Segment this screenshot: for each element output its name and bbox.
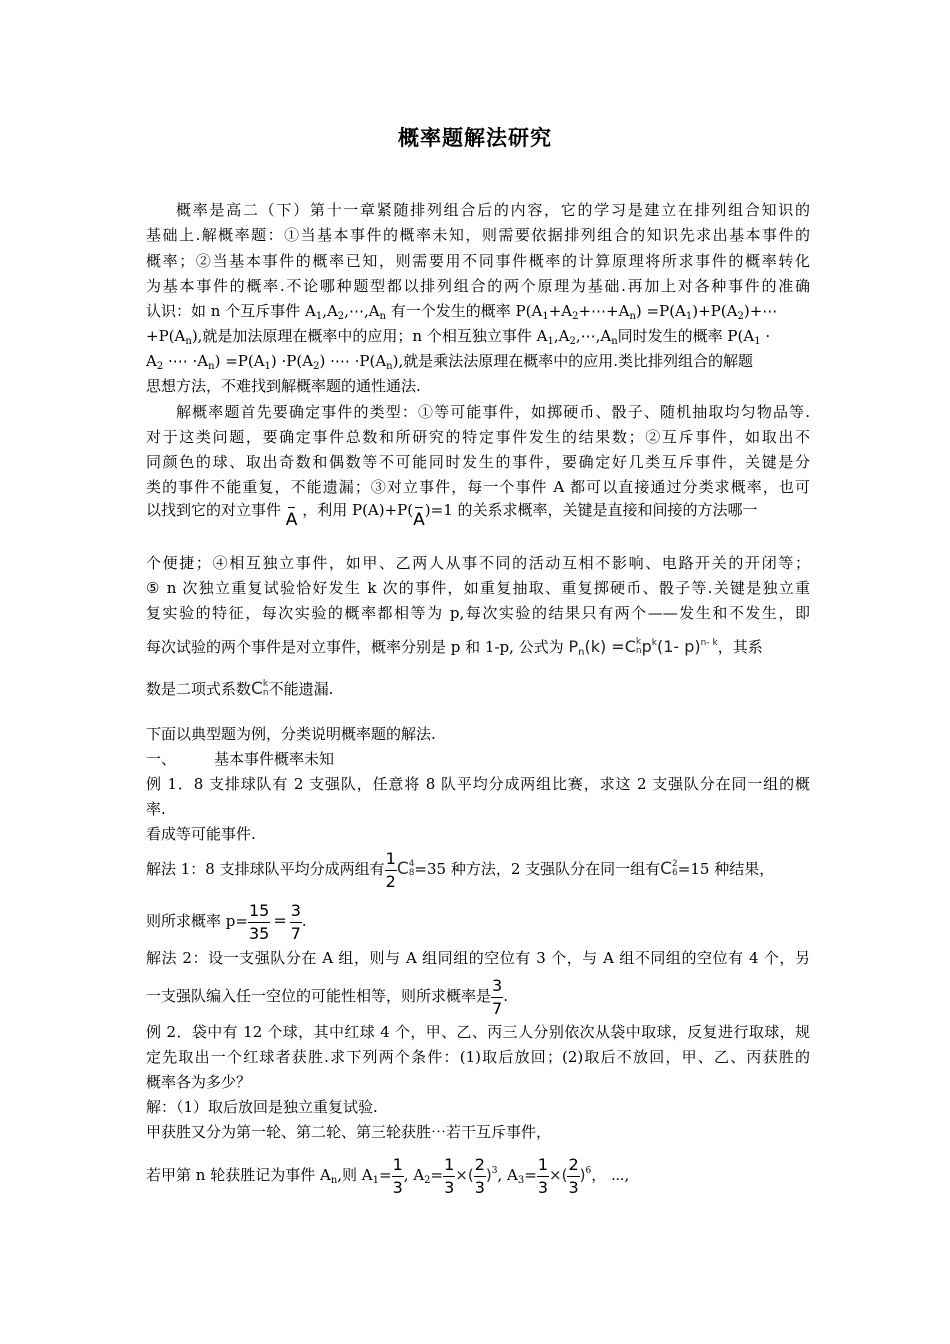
fraction-1-3: $\frac{1}{3}$ [444,1154,455,1196]
example-2-line-4: 解：（1）取后放回是独立重复试验. [146,1098,378,1116]
paragraph-2-line-3: 同颜色的球、取出奇数和偶数等不可能同时发生的事件，要确定好几类互斥事件，关键是分 [146,453,810,471]
solution-1-line-2: 则所求概率 p= $\frac{15}{35}$ = $\frac{3}{7}$ . [146,900,307,943]
fraction-one-half: $\frac{1}{2}$ [385,848,396,891]
paragraph-2-line-8: 复实验的特征，每次实验的概率都相等为 p,每次实验的结果只有两个——发生和不发生，即 [146,604,810,622]
solution-1-line-1: 解法 1：8 支排球队平均分成两组有 $\frac{1}{2}$ C4 8=35 种方法，2 支强队分在同一组有C2 6=15 种结果， [146,848,775,891]
paragraph-1-line-3: 概率；②当基本事件的概率已知，则需要用不同事件概率的计算原理将所求事件的概率转化 [146,252,810,270]
example-2-line-3: 概率各为多少？ [146,1073,252,1091]
complement-a: A [413,510,425,530]
example-1-line-2: 率. [146,800,166,818]
fraction-1-3: $\frac{1}{3}$ [392,1154,403,1196]
fraction-3-7: $\frac{3}{7}$ [290,900,301,943]
example-1-line-1: 例 1．8 支排球队有 2 支强队，任意将 8 队平均分成两组比赛，求这 2 支强队分在同一组的概 [146,775,810,793]
paragraph-2-line-6: 个便捷；④相互独立事件，如甲、乙两人从事不同的活动互相不影响、电路开关的开闭等； [146,554,810,572]
paragraph-1-line-6: $+P(A_n)$,就是加法原理在概率中的应用；n 个相互独立事件 $A_1,A_2,\cdots,A_n$同时发生的概率 $P(A_1$ · [146,327,771,347]
page-title: 概率题解法研究 [398,125,552,150]
solution-2-line-2: 一支强队编入任一空位的可能性相等，则所求概率是 $\frac{3}{7}$ . [146,975,508,1018]
combination-c62: C2 6 [660,859,678,879]
paragraph-2-line-2: 对于这类问题，要确定事件总数和所研究的特定事件发生的结果数；②互斥事件，如取出不 [146,428,810,446]
fraction-3-7: $\frac{3}{7}$ [492,975,503,1018]
solution-2-line-1: 解法 2：设一支强队分在 A 组，则与 A 组同组的空位有 3 个，与 A 组不同组的空位有 4 个，另 [146,949,810,967]
fraction-15-35: $\frac{15}{35}$ [248,900,270,943]
complement-a: A [285,510,298,530]
paragraph-1-line-8: 思想方法，不难找到解概率题的通性通法. [146,377,421,395]
paragraph-1-line-7: $A_2$ ·⋯ $\cdot A_n) =P(A_1) \cdot P(A_2)$ ·⋯ $\cdot P(A_n)$,就是乘法法原理在概率中的应用.类比排列组合的解题 [146,352,754,372]
paragraph-2-line-1: 解概率题首先要确定事件的类型：①等可能事件，如掷硬币、骰子、随机抽取均匀物品等. [176,403,810,421]
paragraph-2-line-7: ⑤ n 次独立重复试验恰好发生 k 次的事件，如重复抽取、重复掷硬币、骰子等.关键是独立重 [146,579,810,597]
paragraph-2-line-9: 每次试验的两个事件是对立事件，概率分别是 p 和 1-p, 公式为 $P_n(k) =Ck$ $np^k(1-$ p)$^{n- k}$，其系 [146,637,763,658]
example-2-line-6: 若甲第 n 轮获胜记为事件 $A_n$,则 $A_1=$ $\frac{1}{3}$ , $A_2=$ $\frac{1}{3}$ ×( $\frac{2}{3}$ )$^3$, $A_3=$ $\frac{1}{3}$ ×( $\frac{2}{3}$ )$^6$， ⋯, [146,1146,810,1196]
paragraph-2-line-4: 类的事件不能重复，不能遗漏；③对立事件，每一个事件 A 都可以直接通过分类求概率，也可 [146,478,810,496]
example-2-line-5: 甲获胜又分为第一轮、第二轮、第三轮获胜⋯若干互斥事件， [146,1123,552,1141]
paragraph-1-line-1: 概率是高二（下）第十一章紧随排列组合后的内容，它的学习是建立在排列组合知识的 [176,201,810,219]
paragraph-2-line-5: 以找到它的对立事件 A ，利用 P(A)+P(A)=1 的关系求概率，关键是直接和间接的方法哪一 [146,501,758,530]
binomial-formula: $P_n(k) =Ck$ $np^k(1-$ p)$^{n- k}$ [568,637,718,658]
paragraph-1-line-5: 认识：如 n 个互斥事件 $A_1,A_2,\cdots,A_n$ 有一个发生的概率 $P(A_1+A_2+\cdots+A_n)$ $=P(A_1)+P(A_2)+\cdots$ [146,302,778,322]
binomial-coefficient: Ck n [251,679,269,699]
paragraph-1-line-2: 基础上.解概率题：①当基本事件的概率未知，则需要依据排列组合的知识先求出基本事件的 [146,226,810,244]
intro-line: 下面以典型题为例，分类说明概率题的解法. [146,725,436,743]
example-2-line-2: 定先取出一个红球者获胜.求下列两个条件：(1)取后放回；(2)取后不放回，甲、乙、丙获胜的 [146,1048,810,1066]
combination-c84: C4 8 [396,859,415,879]
section-1-heading: 一、 基本事件概率未知 [146,750,335,768]
fraction-2-3: $\frac{2}{3}$ [474,1154,485,1196]
paragraph-2-line-10: 数是二项式系数Ck n不能遗漏. [146,679,334,699]
example-1-line-3: 看成等可能事件. [146,825,256,843]
fraction-1-3: $\frac{1}{3}$ [537,1154,549,1196]
paragraph-1-line-4: 为基本事件的概率.不论哪种题型都以排列组合的两个原理为基础.再加上对各种事件的准确 [146,277,810,295]
fraction-2-3: $\frac{2}{3}$ [568,1154,579,1196]
example-2-line-1: 例 2．袋中有 12 个球，其中红球 4 个，甲、乙、丙三人分别依次从袋中取球，反复进行取球，规 [146,1023,810,1041]
